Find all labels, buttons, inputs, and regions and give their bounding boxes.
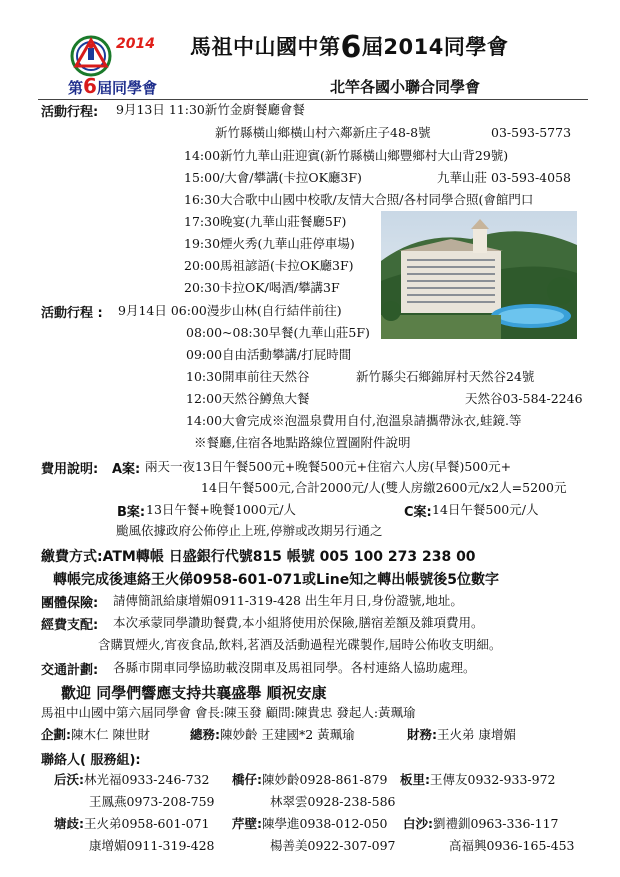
day1-date-line: 9月13日 11:30新竹金廚餐廳會餐	[116, 102, 305, 117]
finance-group: 財務:王火弟 康增媚	[407, 727, 516, 742]
fees-plan-a-line: 14日午餐500元,合計2000元/人(雙人房繳2600元/x2人=5200元	[201, 480, 567, 495]
contact-entry: 王鳳燕0973-208-759	[89, 794, 215, 809]
day2-item: 08:00~08:30早餐(九華山莊5F)	[186, 325, 370, 340]
day1-label: 活動行程:	[41, 105, 99, 120]
typhoon-note: 颱風依據政府公佈停止上班,停辦或改期另行通之	[116, 523, 383, 538]
transport-label: 交通計劃:	[41, 663, 99, 678]
hotel-building-icon	[381, 211, 577, 339]
day1-venue-phone: 九華山莊 03-593-4058	[437, 170, 571, 185]
transport-text: 各縣市開車同學協助載沒開車及馬祖同學。各村連絡人協助處理。	[113, 660, 476, 675]
day2-address: 新竹縣尖石鄉錦屏村天然谷24號	[356, 369, 535, 384]
day1-address: 新竹縣橫山鄉橫山村六鄰新庄子48-8號	[215, 125, 431, 140]
logo-caption: 第6屆同學會	[68, 74, 157, 98]
fees-label: 費用說明:	[41, 462, 99, 477]
insurance-label: 團體保險:	[41, 596, 99, 611]
contacts-label: 聯絡人( 服務組):	[41, 753, 141, 768]
page-title: 馬祖中山國中第6屆2014同學會	[190, 30, 509, 65]
contact-entry: 塘歧:王火弟0958-601-071	[54, 816, 210, 831]
contact-entry: 后沃:林光福0933-246-732	[54, 772, 210, 787]
contact-entry: 白沙:劉禮釧0963-336-117	[403, 816, 559, 831]
fees-plan-a-line: 兩天一夜13日午餐500元+晚餐500元+住宿六人房(早餐)500元+	[145, 459, 512, 474]
fees-plan-b-label: B案:	[117, 505, 146, 520]
insurance-text: 請傳簡訊給康增媚0911-319-428 出生年月日,身份證號,地址。	[113, 593, 463, 608]
contact-entry: 康增媚0911-319-428	[89, 838, 215, 853]
fees-plan-b-text: 13日午餐+晚餐1000元/人	[146, 502, 296, 517]
contact-entry: 板里:王傳友0932-933-972	[400, 772, 556, 787]
contact-entry: 林翠雲0928-238-586	[270, 794, 396, 809]
day1-item: 14:00新竹九華山莊迎賓(新竹縣橫山鄉豐鄉村大山背29號)	[184, 148, 509, 163]
fees-plan-c-label: C案:	[404, 505, 432, 520]
day1-item: 20:00馬祖諺語(卡拉OK廳3F)	[184, 258, 354, 273]
expense-label: 經費支配:	[41, 618, 99, 633]
contact-entry: 橋仔:陳妙齡0928-861-879	[232, 772, 388, 787]
contact-entry: 高福興0936-165-453	[449, 838, 575, 853]
page-subtitle: 北竿各國小聯合同學會	[330, 78, 481, 96]
header-divider	[38, 99, 588, 100]
payment-method: 繳費方式:ATM轉帳 日盛銀行代號815 帳號 005 100 273 238 00	[41, 549, 476, 565]
day1-item: 17:30晚宴(九華山莊餐廳5F)	[184, 214, 347, 229]
day2-item: 09:00自由活動攀講/打屁時間	[186, 347, 352, 362]
welcome-slogan: 歡迎 同學們響應支持共襄盛舉 順祝安康	[61, 684, 327, 702]
day1-phone: 03-593-5773	[491, 125, 572, 140]
contact-entry: 楊善美0922-307-097	[270, 838, 396, 853]
general-affairs-group: 總務:陳妙齡 王建國*2 黃珮瑜	[190, 727, 355, 742]
logo-year: 2014	[116, 36, 155, 52]
expense-line: 本次承蒙同學讚助餐費,本小組將使用於保險,膳宿差額及雜項費用。	[113, 615, 484, 630]
fees-plan-a-label: A案:	[112, 462, 141, 477]
day2-phone: 天然谷03-584-2246	[465, 391, 583, 406]
fees-plan-c-text: 14日午餐500元/人	[432, 502, 539, 517]
organizers-line: 馬祖中山國中第六屆同學會 會長:陳玉發 顧問:陳貴忠 發起人:黃珮瑜	[41, 705, 416, 720]
day1-item: 20:30卡拉OK/喝酒/攀講3F	[184, 280, 340, 295]
school-logo	[66, 34, 166, 96]
day1-item: 19:30煙火秀(九華山莊停車場)	[184, 236, 355, 251]
day2-note: ※餐廳,住宿各地點路線位置圖附件說明	[194, 435, 411, 450]
expense-line: 含購買煙火,宵夜食品,飲料,茗酒及活動過程光碟製作,屆時公佈收支明細。	[98, 637, 502, 652]
day2-item: 14:00大會完成※泡溫泉費用自付,泡溫泉請攜帶泳衣,蛙鏡.等	[186, 413, 522, 428]
day2-item: 12:00天然谷鱒魚大餐	[186, 391, 310, 406]
hotel-photo	[381, 211, 577, 339]
contact-entry: 芹壁:陳學進0938-012-050	[232, 816, 388, 831]
day2-date-line: 9月14日 06:00漫步山林(自行結伴前往)	[118, 303, 342, 318]
payment-notice: 轉帳完成後連絡王火俤0958-601-071或Line知之轉出帳號後5位數字	[53, 572, 499, 588]
day1-item: 16:30大合歌中山國中校歌/友情大合照/各村同學合照(會館門口	[184, 192, 534, 207]
day2-item: 10:30開車前往天然谷	[186, 369, 310, 384]
planning-group: 企劃:陳木仁 陳世財	[41, 727, 150, 742]
day1-item: 15:00/大會/攀講(卡拉OK廳3F)	[184, 170, 362, 185]
day2-label: 活動行程 :	[41, 306, 103, 321]
